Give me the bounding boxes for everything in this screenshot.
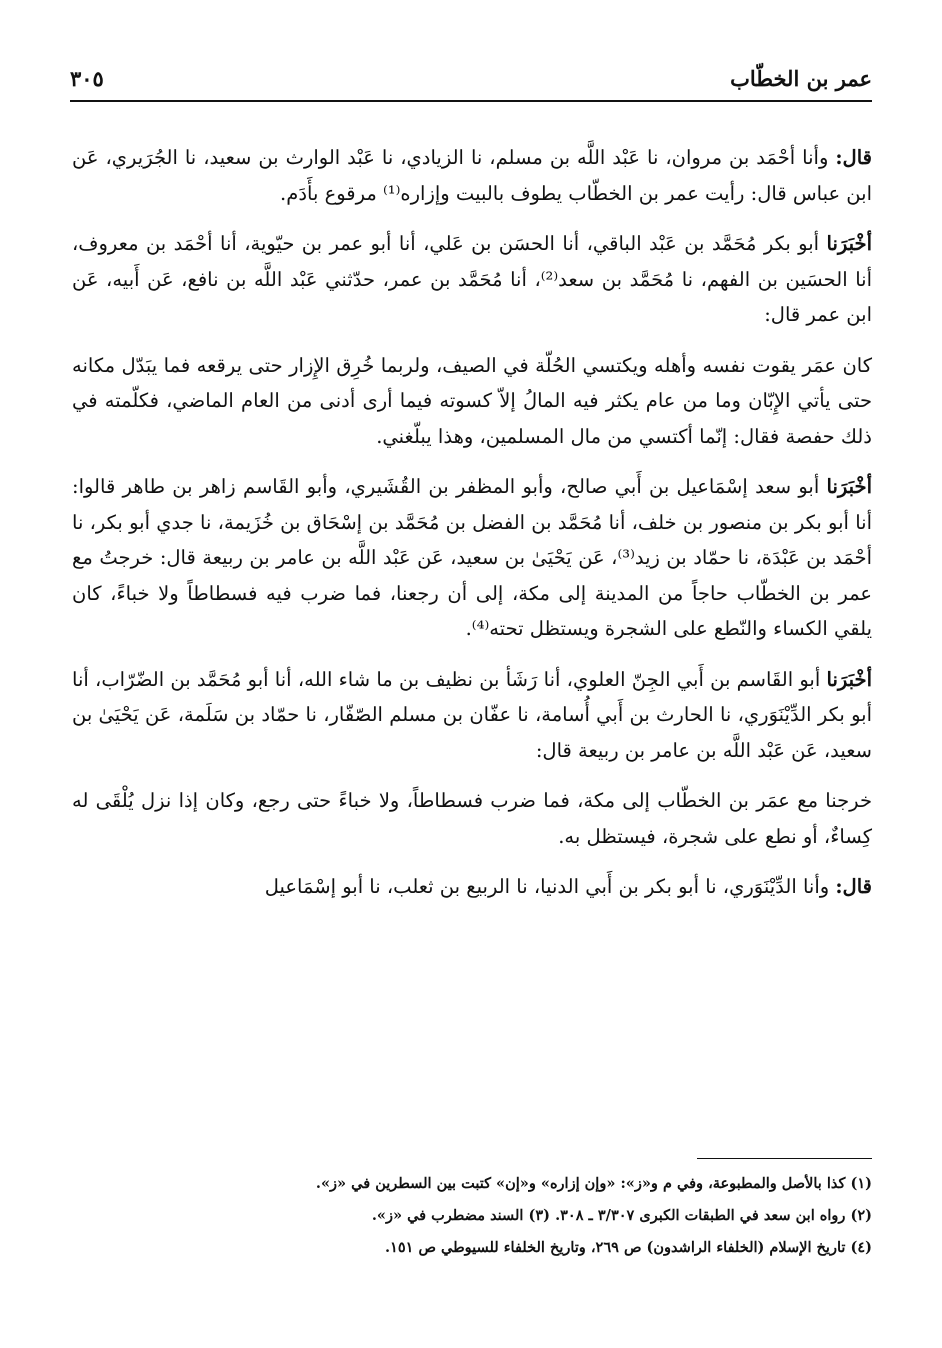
paragraph-text: وأنا أحْمَد بن مروان، نا عَبْد اللَّه بن مسلم، نا الزيادي، نا عَبْد الوارث بن سعيد، نا الجُرَيري، عَن ابن عباس قال: رأيت عمر بن الخطّاب يطوف بالبيت وإزاره⁽¹⁾ مرقوع بأَدَم. xyxy=(72,146,872,205)
footnote: (١) كذا بالأصل والمطبوعة، وفي م و«ز»: «وإن إزاره» و«إن» كتبت بين السطرين في «ز». xyxy=(315,1175,872,1192)
footnote: (٢) رواه ابن سعد في الطبقات الكبرى ٣/٣٠٧ ـ ٣٠٨. (٣) السند مضطرب في «ز». xyxy=(371,1207,872,1224)
header-rule xyxy=(70,100,872,102)
footnotes xyxy=(72,1168,872,1264)
paragraph-text: أبو بكر مُحَمَّد بن عَبْد الباقي، أنا الحسَن بن عَلي، أنا أبو عمر بن حيّوية، أنا أحْمَد بن معروف، أنا الحسَين بن الفهم، نا مُحَمَّد بن سعد⁽²⁾، أنا مُحَمَّد بن عمر، حدّثني عَبْد اللَّه بن نافع، عَن أَبيه، عَن ابن عمر قال: xyxy=(72,232,872,326)
paragraph-keyword: أخْبَرَنا xyxy=(826,232,872,255)
running-header xyxy=(70,62,872,98)
paragraph xyxy=(72,226,872,333)
paragraph xyxy=(72,140,872,211)
paragraph-keyword: أخْبَرَنا xyxy=(826,475,872,498)
running-title: عمر بن الخطّاب xyxy=(730,66,872,91)
footnote: (٤) تاريخ الإسلام (الخلفاء الراشدون) ص ٢٦٩، وتاريخ الخلفاء للسيوطي ص ١٥١. xyxy=(384,1239,872,1256)
paragraph xyxy=(72,469,872,647)
paragraph-text: خرجنا مع عمَر بن الخطّاب إلى مكة، فما ضرب فسطاطاً، ولا خباءً حتى رجع، وكان إذا نزل يُلْقَى له كِساءٌ، أو نطع على شجرة، فيستظل به. xyxy=(72,789,872,848)
main-text xyxy=(72,140,872,920)
paragraph xyxy=(72,662,872,769)
paragraph-keyword: قال: xyxy=(835,146,872,169)
paragraph-text: أبو سعد إسْمَاعيل بن أَبي صالح، وأبو المظفر بن القُشَيري، وأبو القَاسم زاهر بن طاهر قالوا: أنا أبو بكر بن منصور بن خلف، أنا مُحَمَّد بن الفضل بن مُحَمَّد بن إسْحَاق بن خُزَيمة، نا جدي أبو بكر، نا أحْمَد بن عَبْدَة، نا حمّاد بن زيد⁽³⁾، عَن يَحْيَىٰ بن سعيد، عَن عَبْد اللَّه بن عامر بن ربيعة قال: خرجتُ مع عمر بن الخطّاب حاجاً من المدينة إلى مكة، إلى أن رجعنا، فما ضرب فيه فسطاطاً ولا خباءً، كان يلقي الكساء والنّطع على الشجرة ويستظل تحته⁽⁴⁾. xyxy=(72,475,872,640)
paragraph-text: أبو القَاسم بن أَبي الجِنّ العلوي، أنا رَشَأ بن نظيف بن ما شاء الله، أنا أبو مُحَمَّد بن الضّرّاب، أنا أبو بكر الدِّيْنَوَري، نا الحارث بن أَبي أُسامة، نا عفّان بن مسلم الصّفّار، نا حمّاد بن سَلَمة، عَن يَحْيَىٰ بن سعيد، عَن عَبْد اللَّه بن عامر بن ربيعة قال: xyxy=(72,667,872,762)
paragraph-keyword: أخْبَرَنا xyxy=(826,667,872,691)
page-number: ٣٠٥ xyxy=(70,66,104,91)
paragraph-text: كان عمَر يقوت نفسه وأهله ويكتسي الحُلّة في الصيف، ولربما خُرِق الإِزار حتى يرقعه فما يبَدّل مكانه حتى يأتي الإِبّان وما من عام يكثر فيه المالُ إلاّ كسوته فيما أرى أدنى من العام الماضي، فكلّمته في ذلك حفصة فقال: إنّما أكتسي من مال المسلمين، وهذا يبلّغني. xyxy=(72,353,872,448)
paragraph-keyword: قال: xyxy=(835,875,872,898)
paragraph xyxy=(72,783,872,854)
paragraph xyxy=(72,348,872,455)
paragraph xyxy=(72,869,872,905)
paragraph-text: وأنا الدِّيْنَوَري، نا أبو بكر بن أَبي الدنيا، نا الربيع بن ثعلب، نا أبو إسْمَاعيل xyxy=(264,875,836,898)
footnote-rule xyxy=(697,1158,872,1159)
